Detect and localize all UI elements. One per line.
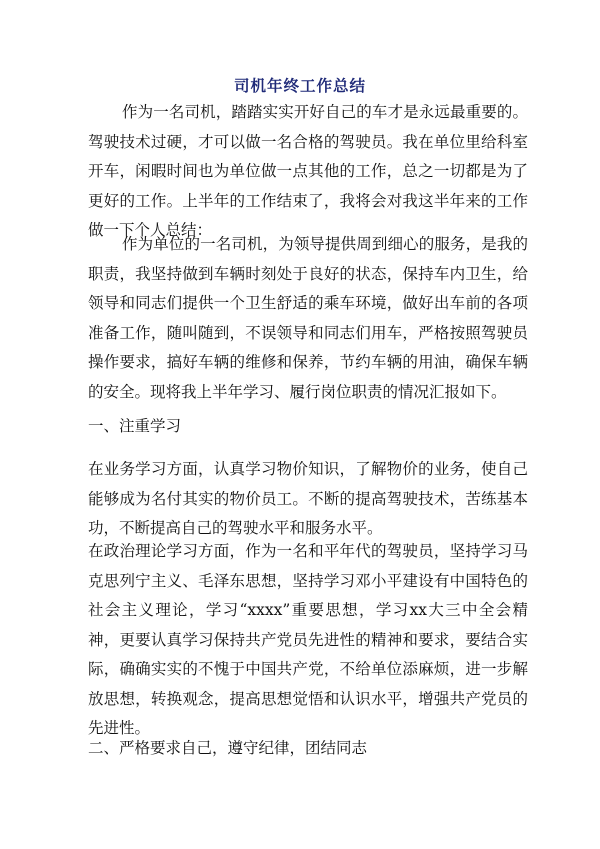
document-title: 司机年终工作总结 xyxy=(233,77,366,95)
section-heading-study: 一、注重学习 xyxy=(88,417,182,435)
section-heading-discipline: 二、严格要求自己，遵守纪律，团结同志 xyxy=(88,739,368,757)
paragraph-intro: 作为一名司机，踏踏实实开好自己的车才是永远最重要的。驾驶技术过硬，才可以做一名合格的驾驶员。我在单位里给科室开车，闲暇时间也为单位做一点其他的工作，总之一切都是为了更好的工作。上半年的工作结束了，我将会对我这半年来的工作做一下个人总结： xyxy=(88,103,528,239)
paragraph-political-study: 在政治理论学习方面，作为一名和平年代的驾驶员，坚持学习马克思列宁主义、毛泽东思想，坚持学习邓小平建设有中国特色的社会主义理论，学习“xxxx”重要思想，学习xx大三中全会精神，更要认真学习保持共产党员先进性的精神和要求，要结合实际，确确实实的不愧于中国共产党，不给单位添麻烦，进一步解放思想，转换观念，提高思想觉悟和认识水平，增强共产党员的先进性。 xyxy=(88,542,528,737)
paragraph-duties: 作为单位的一名司机，为领导提供周到细心的服务，是我的职责，我坚持做到车辆时刻处于良好的状态，保持车内卫生，给领导和同志们提供一个卫生舒适的乘车环境，做好出车前的各项准备工作，随叫随到，不误领导和同志们用车，严格按照驾驶员操作要求，搞好车辆的维修和保养，节约车辆的用油，确保车辆的安全。现将我上半年学习、履行岗位职责的情况汇报如下。 xyxy=(88,235,528,401)
paragraph-business-study: 在业务学习方面，认真学习物价知识，了解物价的业务，使自己能够成为名付其实的物价员工。不断的提高驾驶技术，苦练基本功，不断提高自己的驾驶水平和服务水平。 xyxy=(88,460,528,537)
